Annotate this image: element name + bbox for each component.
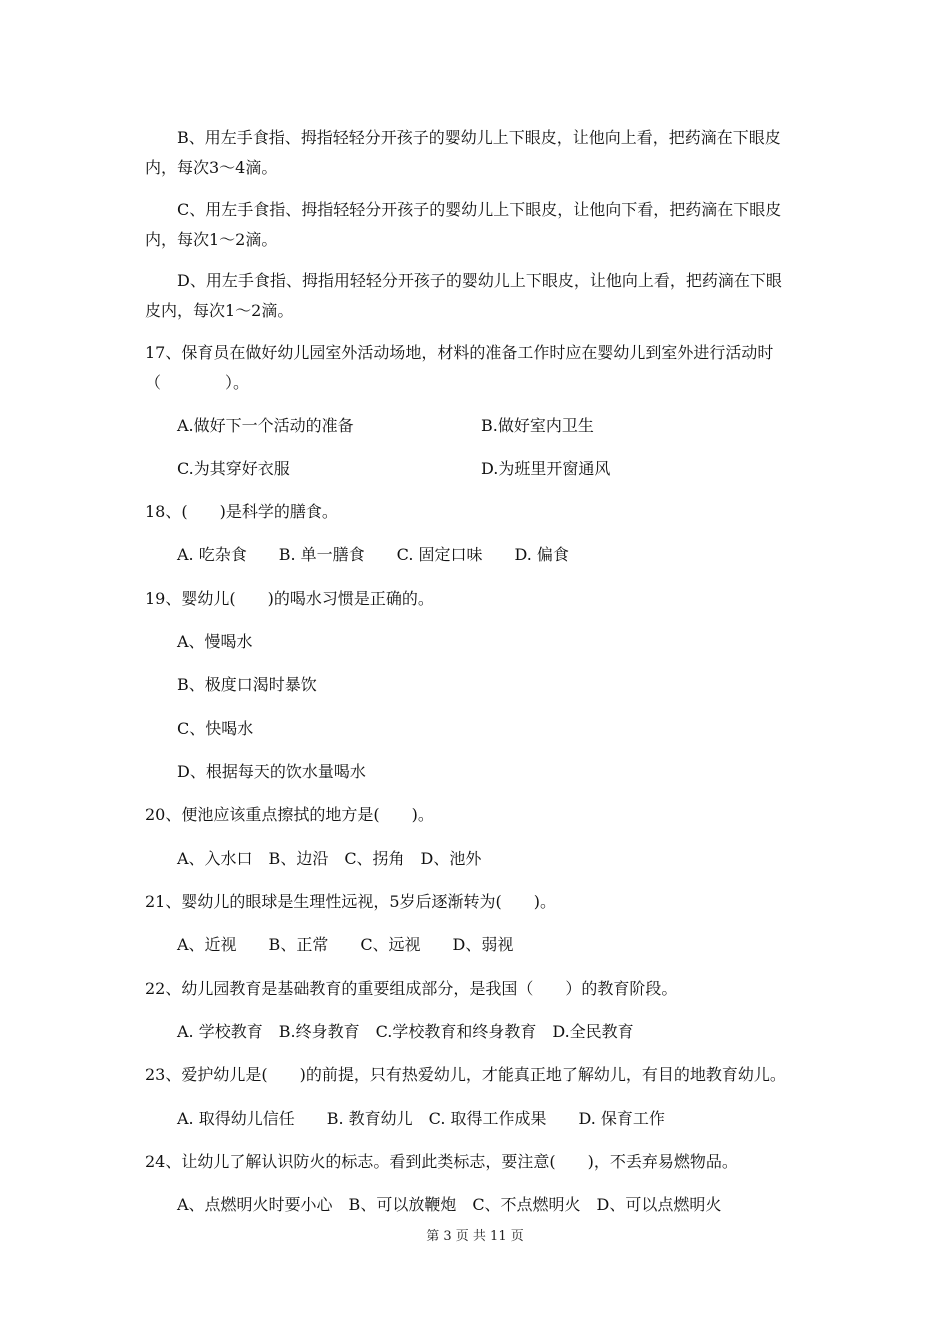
question-17-option-c: C.为其穿好衣服 [177, 459, 290, 478]
question-21-options: A、近视 B、正常 C、远视 D、弱视 [177, 935, 514, 954]
question-17-option-a: A.做好下一个活动的准备 [177, 416, 354, 435]
option-c-line-2: 内，每次1～2滴。 [145, 230, 278, 249]
question-18-stem: 18、( )是科学的膳食。 [145, 502, 338, 521]
question-18-options: A. 吃杂食 B. 单一膳食 C. 固定口味 D. 偏食 [177, 545, 569, 564]
question-17-stem-line-2: （ ）。 [145, 373, 250, 392]
question-23-options: A. 取得幼儿信任 B. 教育幼儿 C. 取得工作成果 D. 保育工作 [177, 1109, 665, 1128]
question-17-option-b: B.做好室内卫生 [481, 416, 594, 435]
question-22-options: A. 学校教育 B.终身教育 C.学校教育和终身教育 D.全民教育 [177, 1022, 634, 1041]
question-19-option-b: B、极度口渴时暴饮 [177, 675, 317, 694]
option-b-line-1: B、用左手食指、拇指轻轻分开孩子的婴幼儿上下眼皮，让他向上看，把药滴在下眼皮 [177, 128, 781, 147]
question-21-stem: 21、婴幼儿的眼球是生理性远视，5岁后逐渐转为( )。 [145, 892, 557, 911]
question-24-stem: 24、让幼儿了解认识防火的标志。看到此类标志，要注意( )，不丢弃易燃物品。 [145, 1152, 738, 1171]
question-24-options: A、点燃明火时要小心 B、可以放鞭炮 C、不点燃明火 D、可以点燃明火 [177, 1195, 722, 1214]
question-19-stem: 19、婴幼儿( )的喝水习惯是正确的。 [145, 589, 434, 608]
option-d-line-2: 皮内，每次1～2滴。 [145, 301, 294, 320]
page-footer: 第 3 页 共 11 页 [426, 1229, 524, 1244]
question-23-stem: 23、爱护幼儿是( )的前提，只有热爱幼儿，才能真正地了解幼儿，有目的地教育幼儿。 [145, 1065, 786, 1084]
question-19-option-a: A、慢喝水 [177, 632, 253, 651]
question-19-option-d: D、根据每天的饮水量喝水 [177, 762, 366, 781]
question-20-options: A、入水口 B、边沿 C、拐角 D、池外 [177, 849, 482, 868]
question-17-option-d: D.为班里开窗通风 [481, 459, 611, 478]
option-d-line-1: D、用左手食指、拇指用轻轻分开孩子的婴幼儿上下眼皮，让他向上看，把药滴在下眼 [177, 271, 782, 290]
question-20-stem: 20、便池应该重点擦拭的地方是( )。 [145, 805, 434, 824]
question-17-stem-line-1: 17、保育员在做好幼儿园室外活动场地，材料的准备工作时应在婴幼儿到室外进行活动时 [145, 343, 774, 362]
option-b-line-2: 内，每次3～4滴。 [145, 158, 278, 177]
option-c-line-1: C、用左手食指、拇指轻轻分开孩子的婴幼儿上下眼皮，让他向下看，把药滴在下眼皮 [177, 200, 782, 219]
question-19-option-c: C、快喝水 [177, 719, 254, 738]
question-22-stem: 22、幼儿园教育是基础教育的重要组成部分，是我国（ ）的教育阶段。 [145, 979, 678, 998]
